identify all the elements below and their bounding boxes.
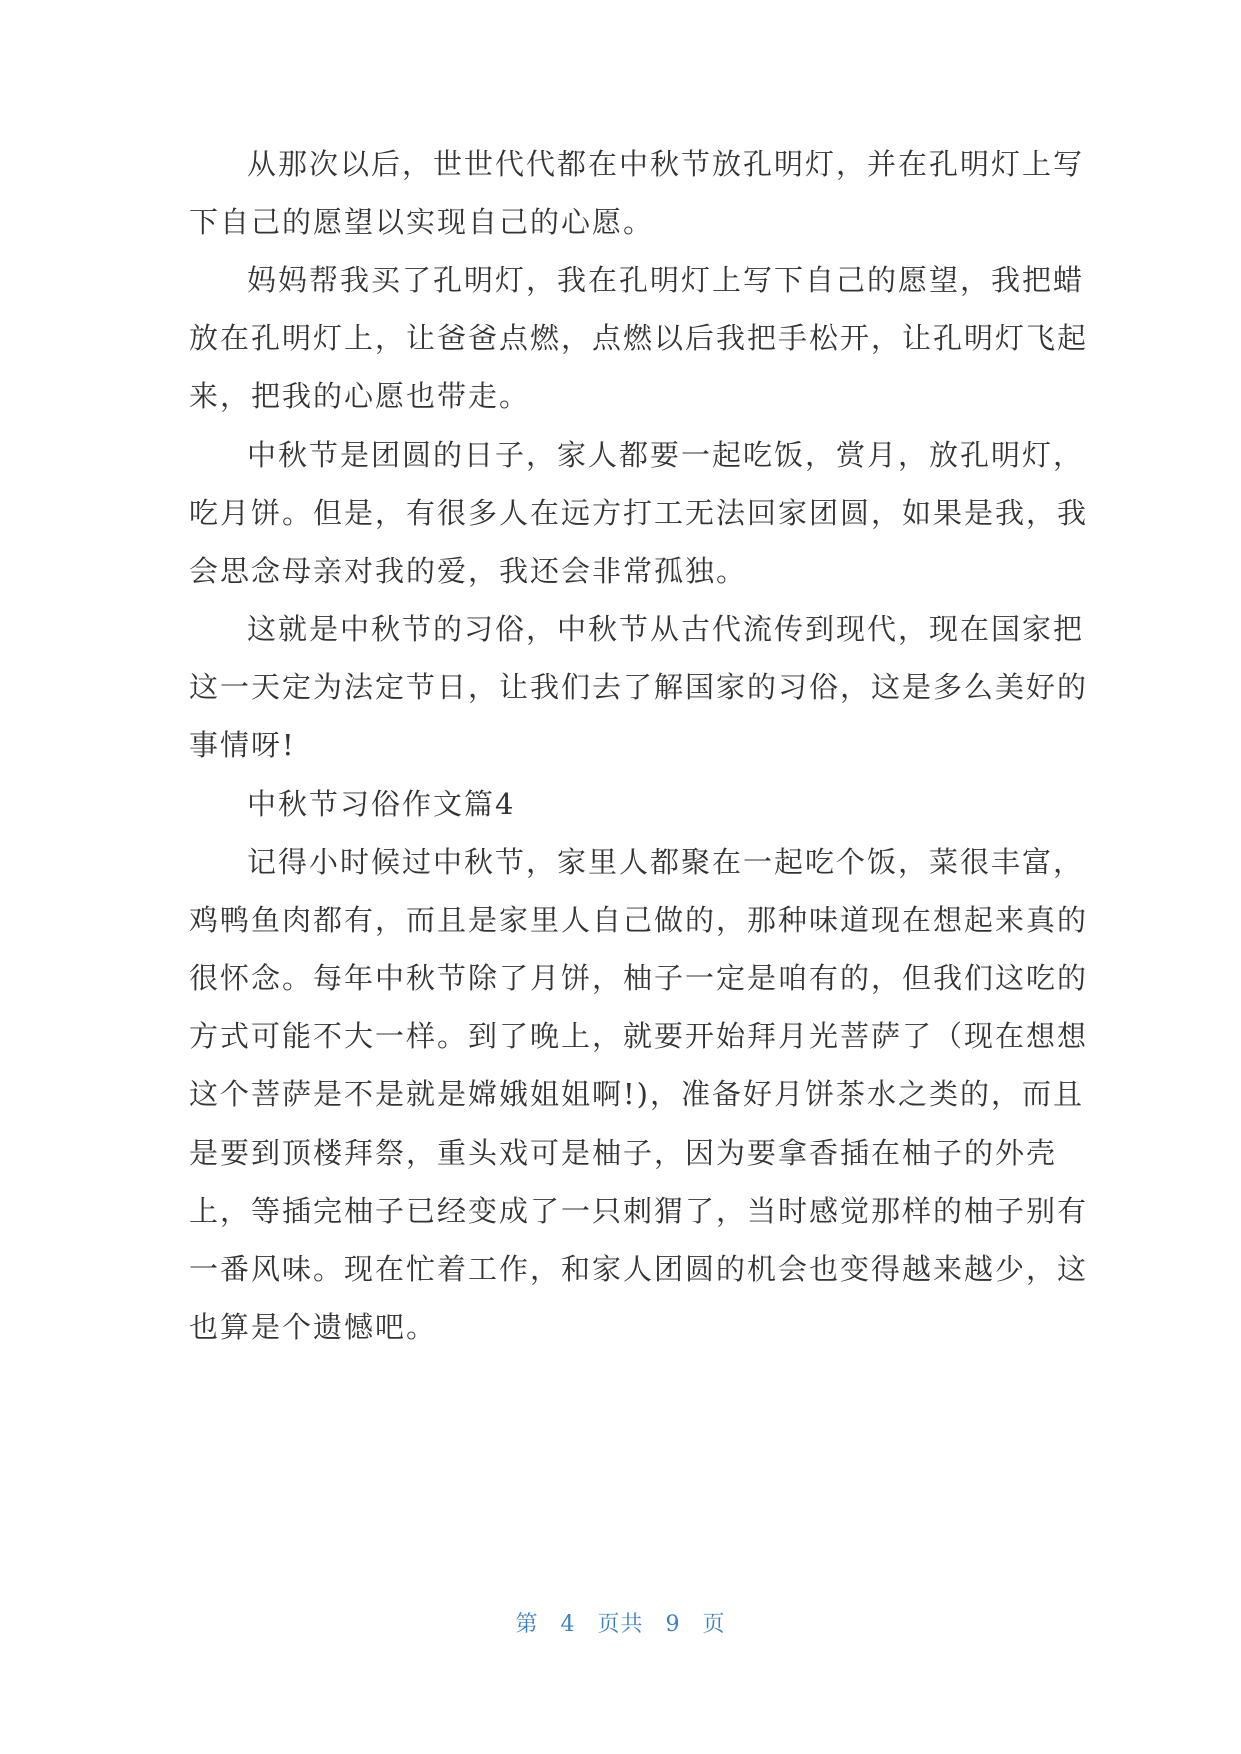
paragraph-line: 也算是个遗憾吧。 xyxy=(189,1310,438,1344)
paragraph-line: 是要到顶楼拜祭，重头戏可是柚子，因为要拿香插在柚子的外壳 xyxy=(189,1136,1058,1170)
footer-prefix: 第 xyxy=(515,1612,539,1637)
paragraph-line: 会思念母亲对我的爱，我还会非常孤独。 xyxy=(189,554,748,588)
footer-current-page: 4 xyxy=(560,1612,576,1637)
paragraph-line: 事情呀! xyxy=(189,728,296,762)
paragraph-line: 来，把我的心愿也带走。 xyxy=(189,379,531,413)
paragraph-line: 上，等插完柚子已经变成了一只刺猬了，当时感觉那样的柚子别有 xyxy=(189,1194,1089,1228)
paragraph-line: 吃月饼。但是，有很多人在远方打工无法回家团圆，如果是我，我 xyxy=(189,496,1089,530)
paragraph-line: 这一天定为法定节日，让我们去了解国家的习俗，这是多么美好的 xyxy=(189,670,1089,704)
paragraph-line: 从那次以后，世世代代都在中秋节放孔明灯，并在孔明灯上写 xyxy=(247,147,1085,181)
paragraph-line: 下自己的愿望以实现自己的心愿。 xyxy=(189,205,655,239)
paragraph-line: 这个菩萨是不是就是嫦娥姐姐啊!)，准备好月饼茶水之类的，而且 xyxy=(189,1077,1084,1111)
footer-suffix: 页 xyxy=(702,1612,726,1637)
paragraph-line: 这就是中秋节的习俗，中秋节从古代流传到现代，现在国家把 xyxy=(247,612,1085,646)
paragraph-line: 鸡鸭鱼肉都有，而且是家里人自己做的，那种味道现在想起来真的 xyxy=(189,903,1089,937)
paragraph-line: 中秋节是团圆的日子，家人都要一起吃饭，赏月，放孔明灯， xyxy=(247,438,1085,472)
paragraph-line: 很怀念。每年中秋节除了月饼，柚子一定是咱有的，但我们这吃的 xyxy=(189,961,1089,995)
paragraph-line: 放在孔明灯上，让爸爸点燃，点燃以后我把手松开，让孔明灯飞起 xyxy=(189,321,1089,355)
paragraph-line: 一番风味。现在忙着工作，和家人团圆的机会也变得越来越少，这 xyxy=(189,1252,1089,1286)
paragraph-line: 方式可能不大一样。到了晚上，就要开始拜月光菩萨了（现在想想 xyxy=(189,1019,1089,1053)
page-footer xyxy=(0,1610,1241,1640)
footer-middle: 页共 xyxy=(597,1612,644,1637)
footer-total-pages: 9 xyxy=(665,1612,681,1637)
paragraph-line: 记得小时候过中秋节，家里人都聚在一起吃个饭，菜很丰富， xyxy=(247,845,1085,879)
section-heading: 中秋节习俗作文篇4 xyxy=(247,787,516,821)
paragraph-line: 妈妈帮我买了孔明灯，我在孔明灯上写下自己的愿望，我把蜡 xyxy=(247,263,1085,297)
